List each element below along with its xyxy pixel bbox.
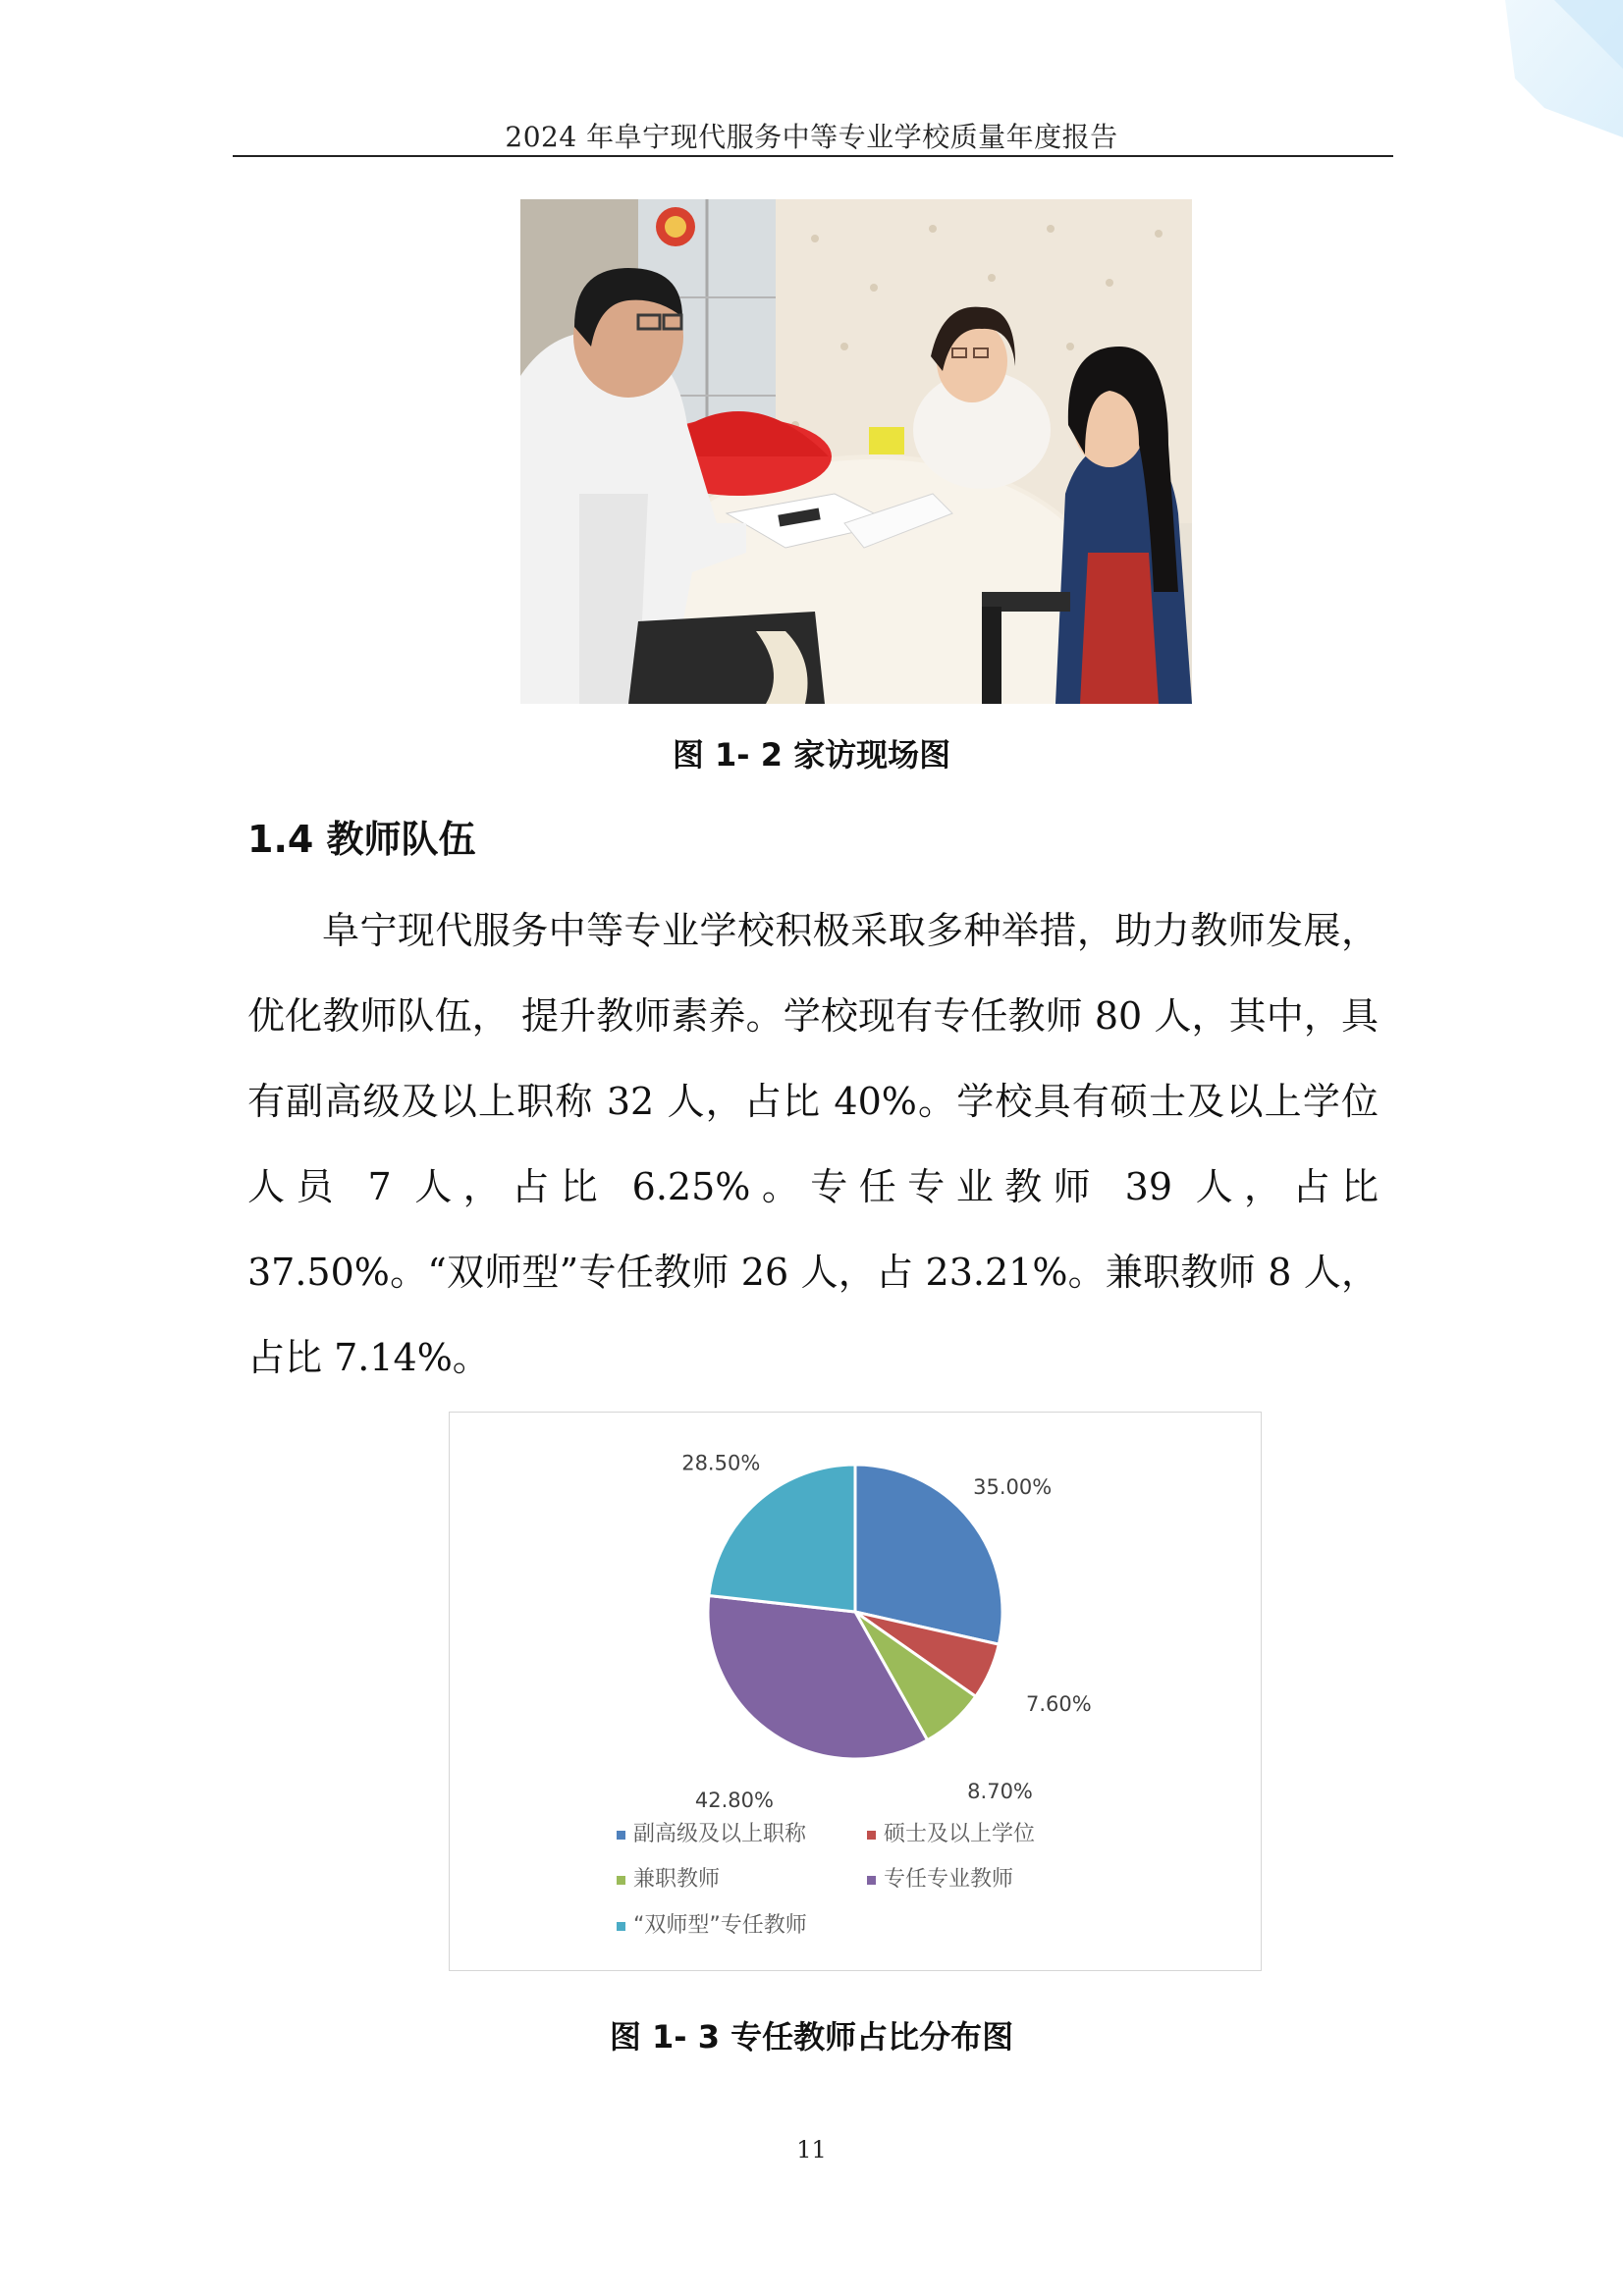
chart-caption: 图 1- 3 专任教师占比分布图	[609, 2018, 1014, 2056]
body-paragraph: 阜宁现代服务中等专业学校积极采取多种举措，助力教师发展，优化教师队伍， 提升教师素养。学校现有专任教师 80 人，其中，具有副高级及以上职称 32 人，占比 40%。学校具有硕士及以上学位人员 7 人，占比 6.25%。专任专业教师 39 人，占比 37.50%。“双师型”专任教师 26 人，占 23.21%。兼职教师 8 人，占比 7.14%。	[247, 909, 1379, 1379]
legend-label-1: 副高级及以上职称	[633, 1822, 807, 1846]
legend-label-3: 兼职教师	[633, 1867, 721, 1892]
pie-data-label-4: 42.80%	[694, 1788, 774, 1812]
legend-item-5	[617, 1908, 807, 1939]
page-number: 11	[796, 2136, 827, 2163]
pie-chart	[450, 1413, 1261, 1970]
pie-data-label-1: 35.00%	[973, 1475, 1053, 1500]
legend-item-4	[867, 1862, 1013, 1893]
legend-swatch-4	[867, 1876, 876, 1885]
legend-label-2: 硕士及以上学位	[884, 1822, 1036, 1846]
legend-swatch-2	[867, 1831, 876, 1840]
legend-swatch-1	[617, 1831, 625, 1840]
legend-label-4: 专任专业教师	[884, 1867, 1014, 1892]
photo-caption: 图 1- 2 家访现场图	[672, 736, 951, 774]
header-rule	[233, 155, 1393, 157]
legend-label-5: “双师型”专任教师	[633, 1913, 807, 1938]
pie-data-label-3: 8.70%	[967, 1780, 1033, 1804]
legend-item-2	[867, 1817, 1035, 1847]
legend-swatch-5	[617, 1922, 625, 1931]
legend-swatch-3	[617, 1876, 625, 1885]
legend-item-3	[617, 1862, 720, 1893]
header-title: 2024 年阜宁现代服务中等专业学校质量年度报告	[505, 121, 1118, 153]
home-visit-photo	[520, 199, 1192, 704]
section-heading: 1.4 教师队伍	[247, 818, 476, 861]
pie-data-label-2: 7.60%	[1026, 1692, 1092, 1717]
pie-slice-5	[709, 1465, 855, 1612]
legend-item-1	[617, 1817, 806, 1847]
pie-data-label-5: 28.50%	[681, 1451, 761, 1475]
pie-chart-frame	[449, 1412, 1262, 1971]
